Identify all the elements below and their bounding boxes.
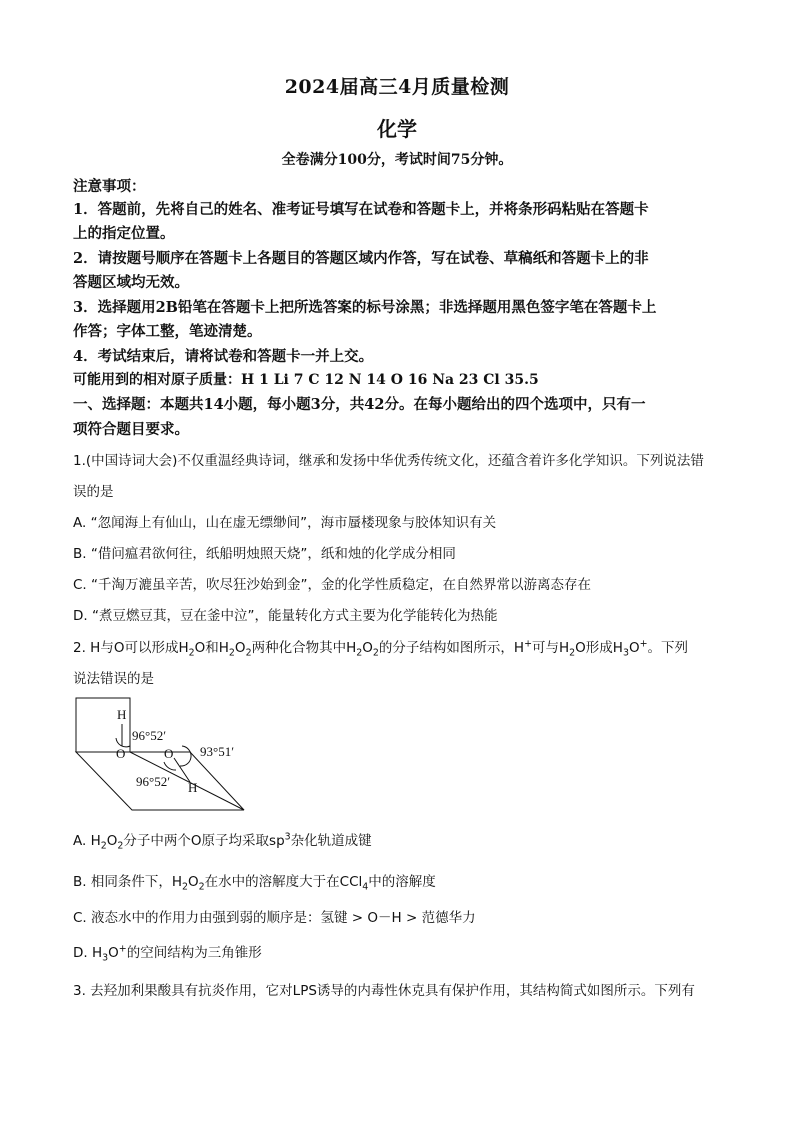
exam-title: 2024届高三4月质量检测 [284,76,510,98]
h2o2-structure-figure [72,696,272,814]
note-1b: 上的指定位置。 [73,225,175,242]
atom-o-left: O [116,746,126,761]
q2-option-a: A. $H_2O_2$分子中两个O原子均采取$sp^3$杂化轨道成键 [73,831,372,852]
q2-stem-b: 说法错误的是 [73,671,154,687]
q1-stem-a: 1.(中国诗词大会)不仅重温经典诗词，继承和发扬中华优秀传统文化，还蕴含着许多化学知识。下列说法错 [73,453,704,469]
section1-heading-b: 项符合题目要求。 [73,421,189,438]
exam-meta: 全卷满分100分，考试时间75分钟。 [281,152,513,168]
q1-stem-b: 误的是 [73,484,114,500]
q2-stem-a: 2. H与O可以形成$H_2O$和$H_2O_2$两种化合物其中$H_2O_2$的分子结构如图所示，H+可与$H_2O$形成$H_3O^+$。下列 [73,638,689,659]
arc-right [180,746,191,766]
q1-option-a: A. “忽闻海上有仙山，山在虚无缥缈间”，海市蜃楼现象与胶体知识有关 [73,515,497,531]
note-4: 4．考试结束后，请将试卷和答题卡一并上交。 [73,348,374,365]
q2-option-c: C. 液态水中的作用力由强到弱的顺序是：氢键 > O－H > 范德华力 [73,910,476,926]
q1-option-c: C. “千淘万漉虽辛苦，吹尽狂沙始到金”，金的化学性质稳定，在自然界常以游离态存在 [73,577,591,593]
atom-h-bottom: H [188,780,198,795]
note-3a: 3．选择题用2B铅笔在答题卡上把所选答案的标号涂黑；非选择题用黑色签字笔在答题卡上 [73,299,657,316]
note-3b: 作答；字体工整，笔迹清楚。 [73,323,262,340]
angle-label-top: 96°52′ [132,728,167,743]
atom-o-right: O [164,746,174,761]
section1-heading-a: 一、选择题：本题共14小题，每小题3分，共42分。在每小题给出的四个选项中，只有一 [73,396,646,413]
arc-bottom [164,762,176,770]
q2-option-d: D. $H_3O^+$的空间结构为三角锥形 [73,943,262,964]
note-2a: 2．请按题号顺序在答题卡上各题目的答题区域内作答，写在试卷、草稿纸和答题卡上的非 [73,250,649,267]
note-2b: 答题区域均无效。 [73,274,189,291]
q2-option-b: B. 相同条件下，$H_2O_2$在水中的溶解度大于在CCl$_4$中的溶解度 [73,874,436,893]
q1-option-b: B. “借问瘟君欲何往，纸船明烛照天烧”，纸和烛的化学成分相同 [73,546,456,562]
atomic-masses: 可能用到的相对原子质量：H 1 Li 7 C 12 N 14 O 16 Na 23 Cl 35.5 [73,372,539,388]
q3-stem-a: 3. 去羟加利果酸具有抗炎作用，它对LPS诱导的内毒性休克具有保护作用，其结构简式如图所示。下列有 [73,983,695,999]
notes-heading: 注意事项： [73,178,146,195]
note-1a: 1．答题前，先将自己的姓名、准考证号填写在试卷和答题卡上，并将条形码粘贴在答题卡 [73,201,649,218]
q1-option-d: D. “煮豆燃豆萁，豆在釜中泣”，能量转化方式主要为化学能转化为热能 [73,608,498,624]
subject-title: 化学 [377,117,417,141]
atom-h-top: H [117,707,127,722]
angle-label-bottom: 96°52′ [136,774,171,789]
angle-label-right: 93°51′ [200,744,235,759]
